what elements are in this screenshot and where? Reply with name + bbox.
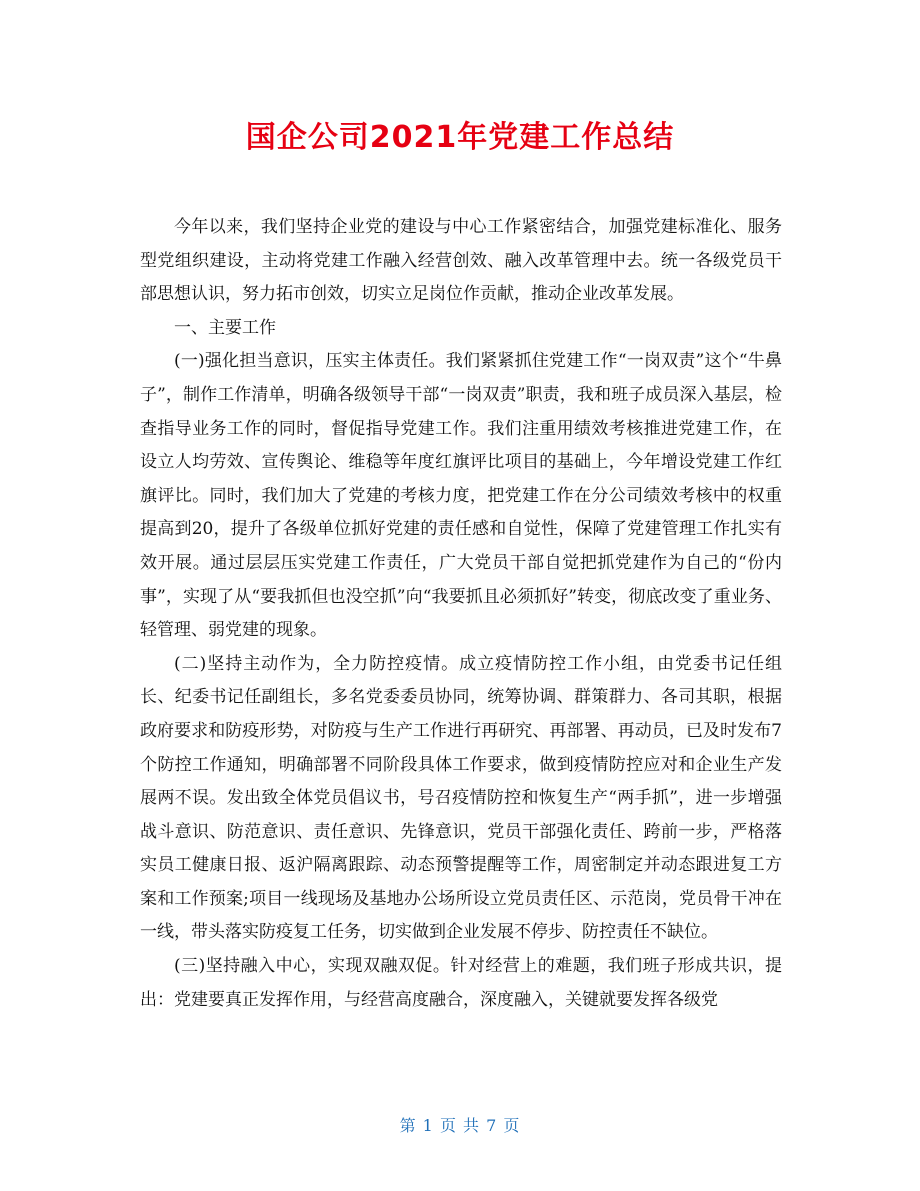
paragraph-item-2: (二)坚持主动作为，全力防控疫情。成立疫情防控工作小组，由党委书记任组长、纪委书记任副组长，多名党委委员协同，统筹协调、群策群力、各司其职，根据政府要求和防疫形势，对防疫与生产工作进行再研究、再部署、再动员，已及时发布7个防控工作通知，明确部署不同阶段具体工作要求，做到疫情防控应对和企业生产发展两不误。发出致全体党员倡议书，号召疫情防控和恢复生产“两手抓”，进一步增强战斗意识、防范意识、责任意识、先锋意识，党员干部强化责任、跨前一步，严格落实员工健康日报、返沪隔离跟踪、动态预警提醒等工作，周密制定并动态跟进复工方案和工作预案;项目一线现场及基地办公场所设立党员责任区、示范岗，党员骨干冲在一线，带头落实防疫复工任务，切实做到企业发展不停步、防控责任不缺位。 — [140, 653, 782, 943]
paragraph-intro: 今年以来，我们坚持企业党的建设与中心工作紧密结合，加强党建标准化、服务型党组织建设，主动将党建工作融入经营创效、融入改革管理中去。统一各级党员干部思想认识，努力拓市创效，切实立足岗位作贡献，推动企业改革发展。 — [140, 217, 782, 305]
document-title: 国企公司2021年党建工作总结 — [245, 120, 675, 155]
paragraph-item-3: (三)坚持融入中心，实现双融双促。针对经营上的难题，我们班子形成共识，提出：党建要真正发挥作用，与经营高度融合，深度融入，关键就要发挥各级党 — [140, 956, 782, 1010]
page-number-footer: 第 1 页 共 7 页 — [399, 1116, 521, 1135]
document-body — [140, 211, 782, 1017]
section-heading: 一、主要工作 — [174, 317, 276, 338]
paragraph-item-1: (一)强化担当意识，压实主体责任。我们紧紧抓住党建工作“一岗双责”这个“牛鼻子”，制作工作清单，明确各级领导干部“一岗双责”职责，我和班子成员深入基层，检查指导业务工作的同时，督促指导党建工作。我们注重用绩效考核推进党建工作，在设立人均劳效、宣传舆论、维稳等年度红旗评比项目的基础上，今年增设党建工作红旗评比。同时，我们加大了党建的考核力度，把党建工作在分公司绩效考核中的权重提高到20，提升了各级单位抓好党建的责任感和自觉性，保障了党建管理工作扎实有效开展。通过层层压实党建工作责任，广大党员干部自觉把抓党建作为自己的“份内事”，实现了从“要我抓但也没空抓”向“我要抓且必须抓好”转变，彻底改变了重业务、轻管理、弱党建的现象。 — [140, 351, 782, 641]
